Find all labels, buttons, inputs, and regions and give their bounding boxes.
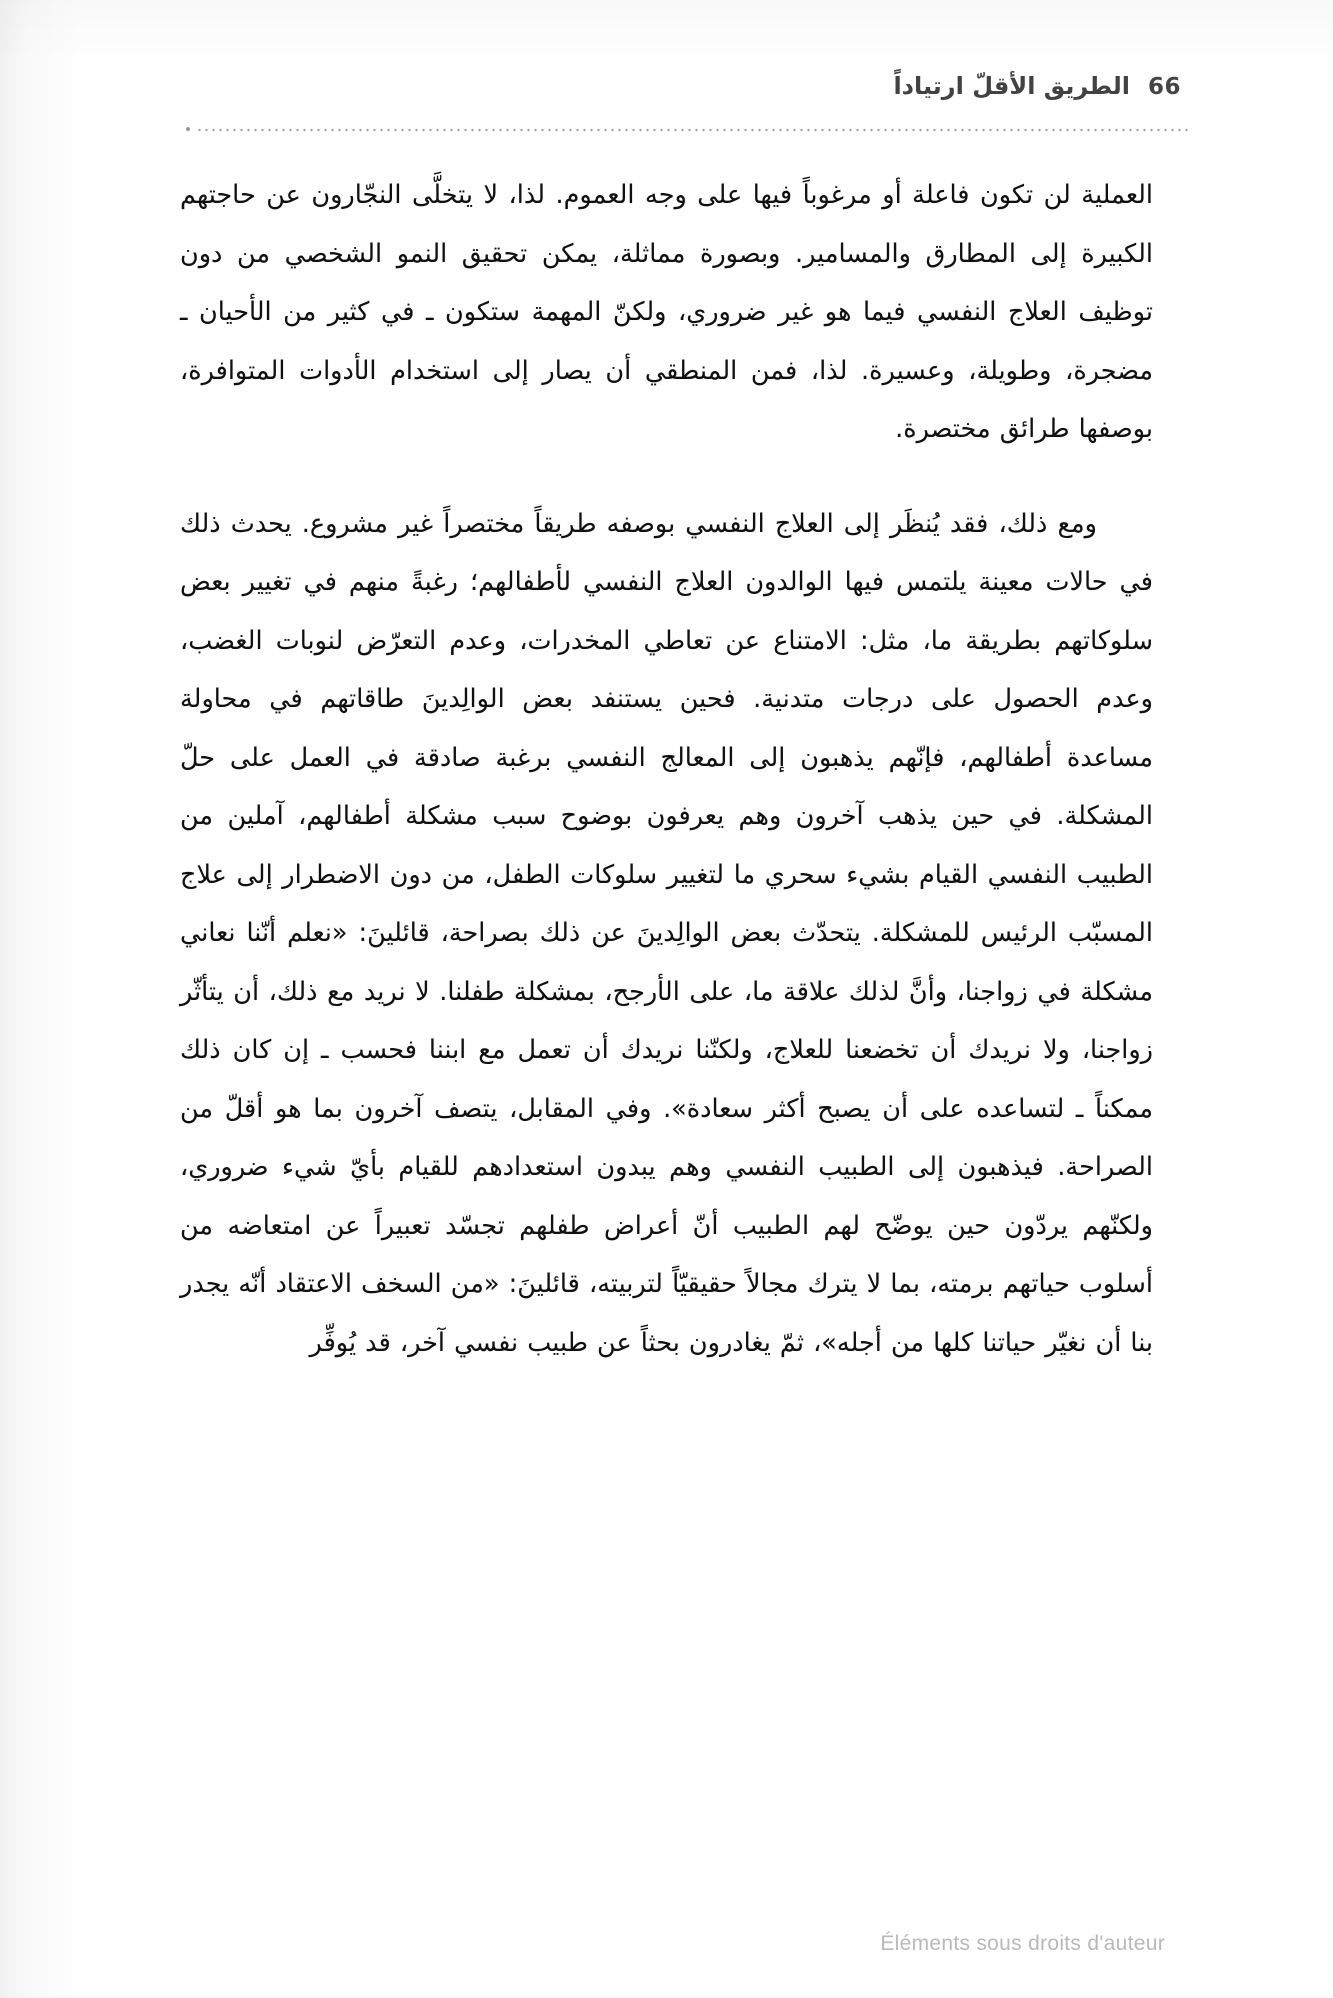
header-dotted-rule <box>196 128 1192 132</box>
copyright-watermark: Éléments sous droits d'auteur <box>880 1932 1165 1955</box>
book-title: الطريق الأقلّ ارتياداً <box>893 72 1130 100</box>
running-head <box>152 72 1181 106</box>
body-text-column <box>180 166 1153 1372</box>
page-number: 66 <box>1147 74 1181 100</box>
paragraph: العملية لن تكون فاعلة أو مرغوباً فيها على وجه العموم. لذا، لا يتخلَّى النجّارون عن حاجتهم الكبيرة إلى المطارق والمسامير. وبصورة مماثلة، يمكن تحقيق النمو الشخصي من دون توظيف العلاج النفسي فيما هو غير ضروري، ولكنّ المهمة ستكون ـ في كثير من الأحيان ـ مضجرة، وطويلة، وعسيرة. لذا، فمن المنطقي أن يصار إلى استخدام الأدوات المتوافرة، بوصفها طرائق مختصرة. <box>180 180 1153 444</box>
paragraph: ومع ذلك، فقد يُنظَر إلى العلاج النفسي بوصفه طريقاً مختصراً غير مشروع. يحدث ذلك في حالات معينة يلتمس فيها الوالدون العلاج النفسي لأطفالهم؛ رغبةً منهم في تغيير بعض سلوكاتهم بطريقة ما، مثل: الامتناع عن تعاطي المخدرات، وعدم التعرّض لنوبات الغضب، وعدم الحصول على درجات متدنية. فحين يستنفد بعض الوالِدينَ طاقاتهم في محاولة مساعدة أطفالهم، فإنّهم يذهبون إلى المعالج النفسي برغبة صادقة في العمل على حلّ المشكلة. في حين يذهب آخرون وهم يعرفون بوضوح سبب مشكلة أطفالهم، آملين من الطبيب النفسي القيام بشيء سحري ما لتغيير سلوكات الطفل، من دون الاضطرار إلى علاج المسبّب الرئيس للمشكلة. يتحدّث بعض الوالِدينَ عن ذلك بصراحة، قائلينَ: «نعلم أنّنا نعاني مشكلة في زواجنا، وأنَّ لذلك علاقة ما، على الأرجح، بمشكلة طفلنا. لا نريد مع ذلك، أن يتأثّر زواجنا، ولا نريدك أن تخضعنا للعلاج، ولكنّنا نريدك أن تعمل مع ابننا فحسب ـ إن كان ذلك ممكناً ـ لتساعده على أن يصبح أكثر سعادة». وفي المقابل، يتصف آخرون بما هو أقلّ من الصراحة. فيذهبون إلى الطبيب النفسي وهم يبدون استعدادهم للقيام بأيّ شيء ضروري، ولكنّهم يردّون حين يوضّح لهم الطبيب أنّ أعراض طفلهم تجسّد تعبيراً عن امتعاضه من أسلوب حياتهم برمته، بما لا يترك مجالاً حقيقيّاً لتربيته، قائلينَ: «من السخف الاعتقاد أنّه يجدر بنا أن نغيّر حياتنا كلها من أجله»، ثمّ يغادرون بحثاً عن طبيب نفسي آخر، قد يُوفِّر <box>180 508 1153 1358</box>
header-rule-start-dot <box>186 127 190 131</box>
